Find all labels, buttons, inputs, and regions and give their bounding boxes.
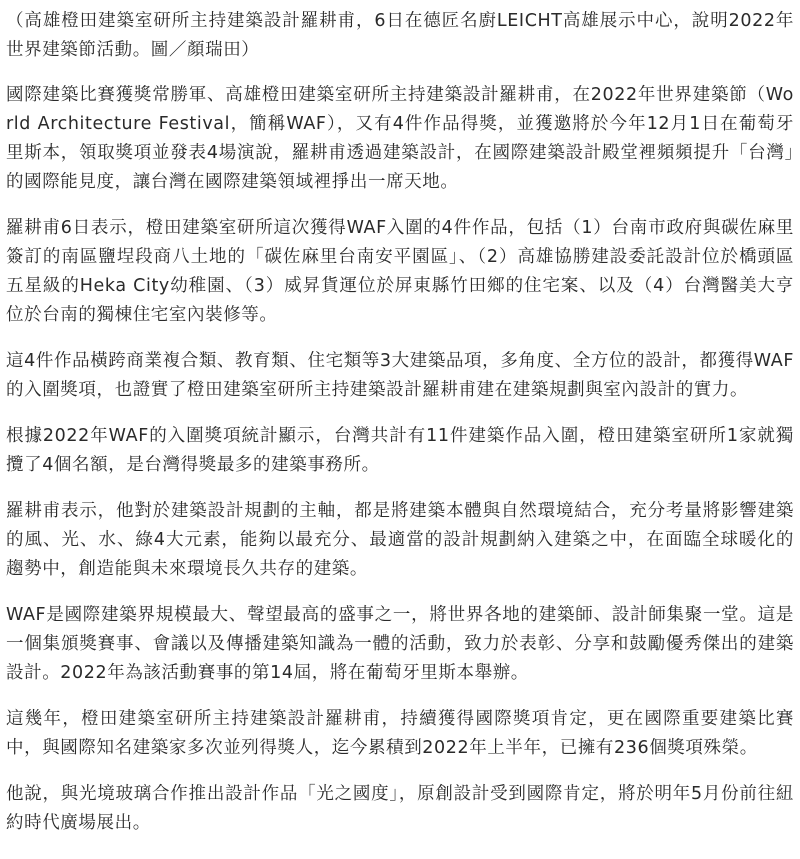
article-paragraph-2: 羅耕甫6日表示，橙田建築室研所這次獲得WAF入圍的4件作品，包括（1）台南市政府與碳佐麻里簽訂的南區鹽埕段商八土地的「碳佐麻里台南安平園區」、（2）高雄協勝建設委託設計位於橋頭區五星級的Heka City幼稚園、（3）威昇貨運位於屏東縣竹田鄉的住宅案、以及（4）台灣醫美大亨位於台南的獨棟住宅室內裝修等。 (6, 218, 794, 325)
article-paragraph-7: 這幾年，橙田建築室研所主持建築設計羅耕甫，持續獲得國際獎項肯定，更在國際重要建築比賽中，與國際知名建築家多次並列得獎人，迄今累積到2022年上半年，已擁有236個獎項殊榮。 (6, 709, 794, 758)
photo-caption: （高雄橙田建築室研所主持建築設計羅耕甫，6日在德匠名廚LEICHT高雄展示中心，說明2022年世界建築節活動。圖／顏瑞田） (6, 11, 794, 60)
article-paragraph-5: 羅耕甫表示，他對於建築設計規劃的主軸，都是將建築本體與自然環境結合，充分考量將影響建築的風、光、水、綠4大元素，能夠以最充分、最適當的設計規劃納入建築之中，在面臨全球暖化的趨勢中，創造能與未來環境長久共存的建築。 (6, 501, 794, 579)
article-paragraph-3: 這4件作品橫跨商業複合類、教育類、住宅類等3大建築品項，多角度、全方位的設計，都獲得WAF的入圍獎項，也證實了橙田建築室研所主持建築設計羅耕甫建在建築規劃與室內設計的實力。 (6, 351, 794, 400)
article-paragraph-8: 他說，與光境玻璃合作推出設計作品「光之國度」，原創設計受到國際肯定，將於明年5月份前往紐約時代廣場展出。 (6, 784, 794, 833)
article-paragraph-4: 根據2022年WAF的入圍獎項統計顯示，台灣共計有11件建築作品入圍，橙田建築室研所1家就獨攬了4個名額，是台灣得獎最多的建築事務所。 (6, 426, 794, 475)
article-paragraph-6: WAF是國際建築界規模最大、聲望最高的盛事之一，將世界各地的建築師、設計師集聚一堂。這是一個集頒獎賽事、會議以及傳播建築知識為一體的活動，致力於表彰、分享和鼓勵優秀傑出的建築設計。2022年為該活動賽事的第14屆，將在葡萄牙里斯本舉辦。 (6, 605, 794, 683)
article-paragraph-1: 國際建築比賽獲獎常勝軍、高雄橙田建築室研所主持建築設計羅耕甫，在2022年世界建築節（World Architecture Festival，簡稱WAF），又有4件作品得獎，並獲邀將於今年12月1日在葡萄牙里斯本，領取獎項並發表4場演說，羅耕甫透過建築設計，在國際建築設計殿堂裡頻頻提升「台灣」的國際能見度，讓台灣在國際建築領域裡掙出一席天地。 (6, 85, 794, 192)
